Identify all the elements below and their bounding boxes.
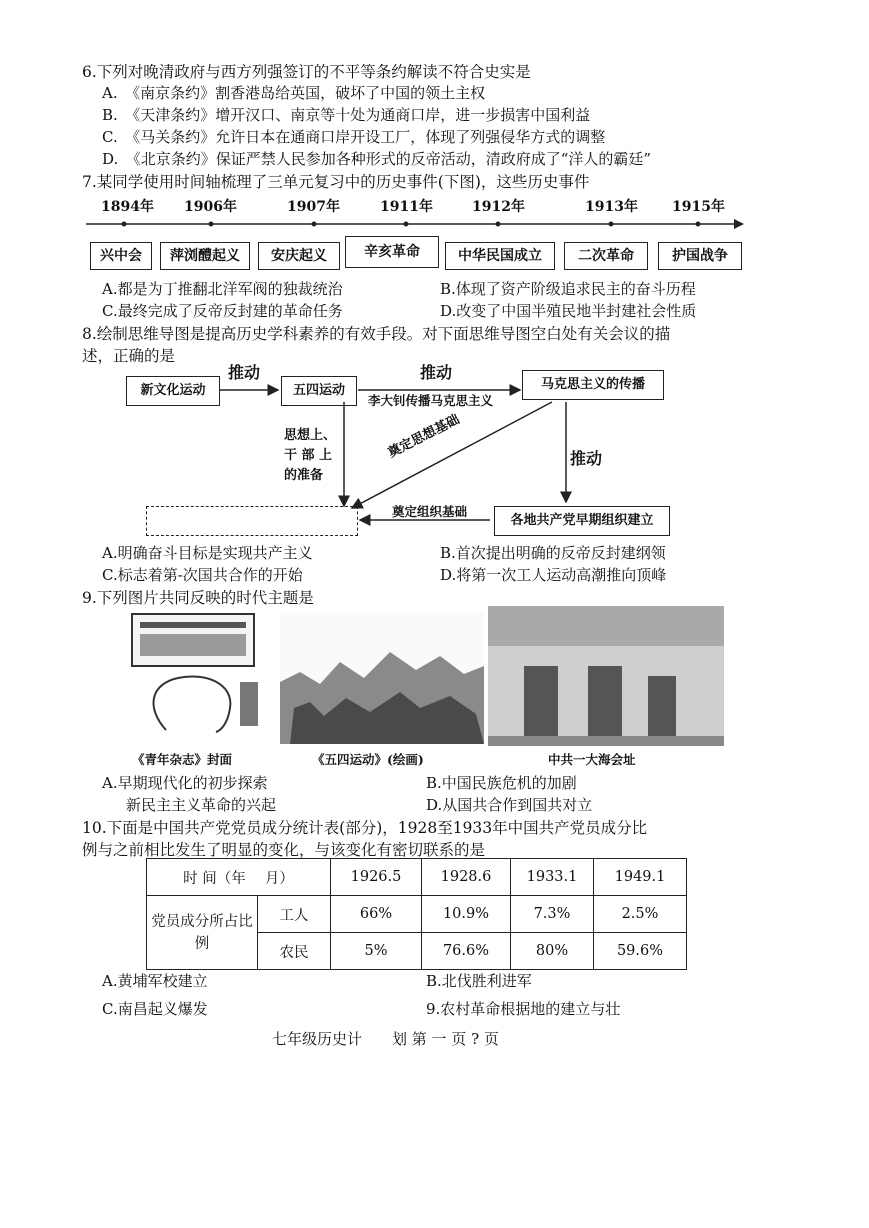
timeline-year: 1907年 bbox=[287, 199, 340, 215]
youth-magazine-cover-image bbox=[126, 612, 268, 744]
q9-stem: 9.下列图片共同反映的时代主题是 bbox=[82, 589, 314, 607]
caption-youth-magazine: 《青年杂志》封面 bbox=[132, 752, 233, 767]
label-push-1: 推动 bbox=[228, 363, 261, 382]
label-push-3: 推动 bbox=[570, 449, 603, 468]
blank-meeting-box bbox=[146, 506, 358, 536]
q8-option-b: B.首次提出明确的反帝反封建纲领 bbox=[440, 544, 666, 562]
timeline-year: 1915年 bbox=[672, 199, 725, 215]
q7-stem: 7.某同学使用时间轴梳理了三单元复习中的历史事件(下图)，这些历史事件 bbox=[82, 173, 590, 191]
table-time-header: 时 间（年 月） bbox=[147, 859, 331, 896]
timeline-event: 辛亥革命 bbox=[345, 236, 439, 268]
q10-stem-line1: 10.下面是中国共产党党员成分统计表(部分)，1928至1933年中国共产党员成分比 bbox=[82, 819, 648, 837]
table-date: 1926.5 bbox=[331, 859, 422, 896]
label-push-2: 推动 bbox=[420, 363, 453, 382]
node-new-culture: 新文化运动 bbox=[126, 376, 220, 406]
timeline-year: 1906年 bbox=[184, 199, 237, 215]
table-cell: 66% bbox=[331, 896, 422, 933]
q7-option-d: D.改变了中国半殖民地半封建社会性质 bbox=[440, 302, 697, 320]
timeline-event: 中华民国成立 bbox=[445, 242, 555, 270]
q6-option-a: A. 《南京条约》割香港岛给英国，破坏了中国的领土主权 bbox=[102, 84, 486, 102]
q10-option-b: B.北伐胜利进军 bbox=[426, 972, 532, 990]
node-marxism: 马克思主义的传播 bbox=[522, 370, 664, 400]
q7-option-a: A.都是为丁推翻北洋军阀的独裁统治 bbox=[102, 280, 343, 298]
timeline-event: 安庆起义 bbox=[258, 242, 340, 270]
caption-first-congress: 中共一大海会址 bbox=[548, 752, 636, 767]
q9-option-a: A.早期现代化的初步探索 bbox=[102, 774, 268, 792]
table-row-label: 农民 bbox=[258, 933, 331, 970]
table-cell: 7.3% bbox=[511, 896, 594, 933]
q10-option-d: 9.农村革命根据地的建立与壮 bbox=[426, 1000, 621, 1018]
node-party-groups: 各地共产党早期组织建立 bbox=[494, 506, 670, 536]
q10-option-c: C.南昌起义爆发 bbox=[102, 1000, 208, 1018]
timeline-year: 1913年 bbox=[585, 199, 638, 215]
label-prep-line2: 干 部 上 bbox=[284, 448, 333, 463]
may-fourth-painting-image bbox=[280, 612, 484, 744]
table-row bbox=[147, 859, 687, 896]
table-cell: 2.5% bbox=[594, 896, 687, 933]
first-congress-site-image bbox=[488, 606, 724, 746]
table-date: 1928.6 bbox=[422, 859, 511, 896]
q10-option-a: A.黄埔军校建立 bbox=[102, 972, 208, 990]
q8-stem-line2: 述，正确的是 bbox=[82, 347, 176, 365]
table-date: 1933.1 bbox=[511, 859, 594, 896]
q8-stem-line1: 8.绘制思维导图是提高历史学科素养的有效手段。对下面思维导图空白处有关会议的描 bbox=[82, 325, 671, 343]
table-cell: 10.9% bbox=[422, 896, 511, 933]
q7-option-c: C.最终完成了反帝反封建的革命任务 bbox=[102, 302, 343, 320]
table-date: 1949.1 bbox=[594, 859, 687, 896]
q9-option-c: 新民主主义革命的兴起 bbox=[126, 796, 277, 814]
q10-stem-line2: 例与之前相比发生了明显的变化，与该变化有密切联系的是 bbox=[82, 841, 486, 859]
table-row bbox=[147, 896, 687, 933]
party-member-table bbox=[146, 858, 687, 970]
q6-stem: 6.下列对晚清政府与西方列强签订的不平等条约解读不符合史实是 bbox=[82, 63, 531, 81]
table-cell: 59.6% bbox=[594, 933, 687, 970]
label-li-dazhao: 李大钊传播马克思主义 bbox=[368, 393, 494, 408]
label-ideology: 奠定思想基础 bbox=[385, 412, 463, 461]
caption-may-fourth: 《五四运动》(绘画) bbox=[312, 752, 424, 767]
timeline-event: 二次革命 bbox=[564, 242, 648, 270]
q8-option-c: C.标志着第-次国共合作的开始 bbox=[102, 566, 303, 584]
label-prep-line1: 思想上、 bbox=[284, 428, 337, 443]
q8-option-a: A.明确奋斗目标是实现共产主义 bbox=[102, 544, 313, 562]
timeline-year: 1894年 bbox=[101, 199, 154, 215]
table-cell: 76.6% bbox=[422, 933, 511, 970]
q9-option-d: D.从国共合作到国共对立 bbox=[426, 796, 593, 814]
q9-option-b: B.中国民族危机的加剧 bbox=[426, 774, 577, 792]
table-cell: 80% bbox=[511, 933, 594, 970]
table-cell: 5% bbox=[331, 933, 422, 970]
timeline-axis bbox=[86, 214, 746, 234]
timeline-event: 兴中会 bbox=[90, 242, 152, 270]
q6-option-b: B. 《天津条约》增开汉口、南京等十处为通商口岸，进一步损害中国利益 bbox=[102, 106, 591, 124]
node-may-fourth: 五四运动 bbox=[281, 376, 357, 406]
label-organization: 奠定组织基础 bbox=[392, 504, 468, 519]
label-prep-line3: 的准备 bbox=[284, 468, 324, 483]
q6-option-c: C. 《马关条约》允许日本在通商口岸开设工厂，体现了列强侵华方式的调整 bbox=[102, 128, 606, 146]
table-row-header: 党员成分所占比例 bbox=[147, 896, 258, 970]
timeline-event: 护国战争 bbox=[658, 242, 742, 270]
q7-option-b: B.体现了资产阶级追求民主的奋斗历程 bbox=[440, 280, 696, 298]
timeline-year: 1912年 bbox=[472, 199, 525, 215]
page-footer: 七年级历史计 划 第 一 页 ? 页 bbox=[272, 1030, 499, 1048]
table-row-label: 工人 bbox=[258, 896, 331, 933]
timeline-event: 萍浏醴起义 bbox=[160, 242, 250, 270]
q6-option-d: D. 《北京条约》保证严禁人民参加各种形式的反帝活动，清政府成了“洋人的霸廷” bbox=[102, 150, 652, 168]
q8-option-d: D.将第一次工人运动高潮推向顶峰 bbox=[440, 566, 667, 584]
timeline-year: 1911年 bbox=[380, 199, 433, 215]
